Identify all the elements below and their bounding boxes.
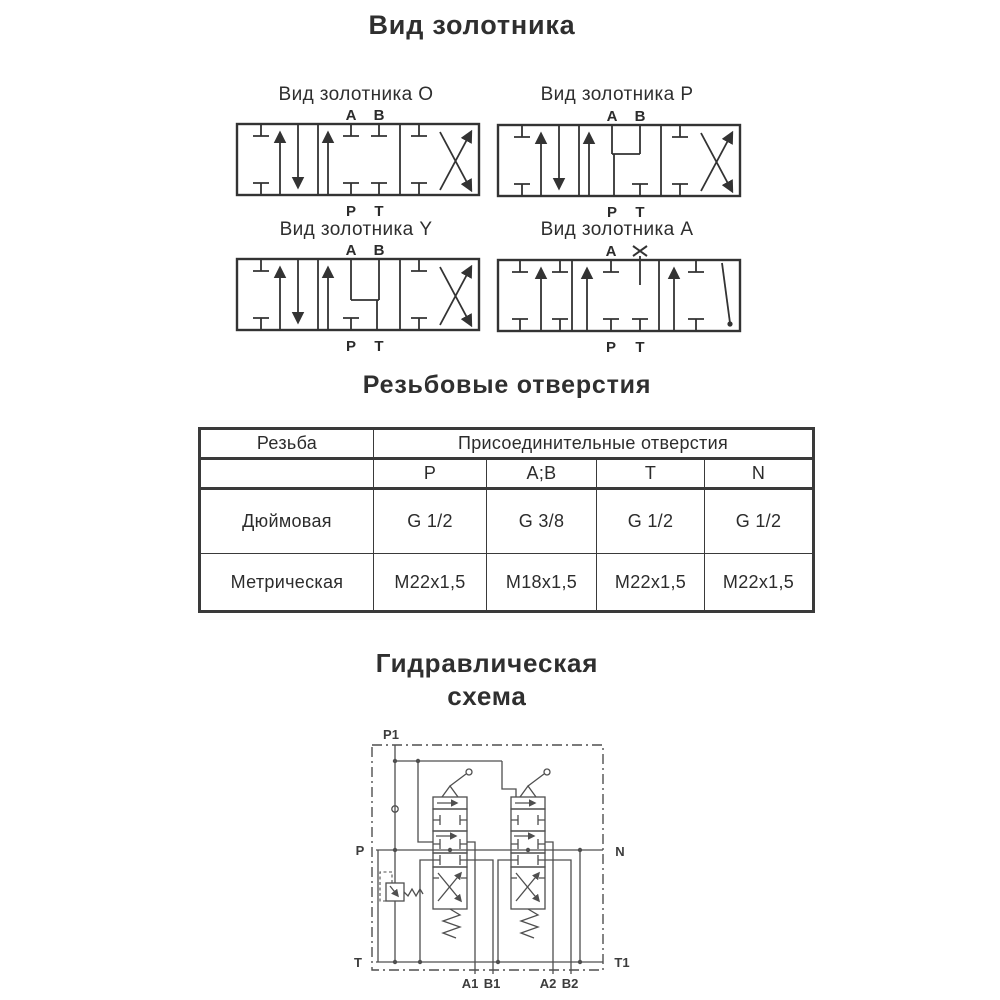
port-label-t: T: [635, 204, 645, 220]
schema-port-t: T: [354, 955, 362, 970]
relief-valve: [380, 850, 423, 962]
table-subheader-t: T: [597, 459, 705, 489]
spool-diagram-p: [494, 108, 744, 220]
schema-port-n: N: [615, 844, 625, 859]
port-label-p: P: [606, 204, 618, 220]
port-label-a: A: [605, 243, 617, 260]
thread-table-title: Резьбовые отверстия: [362, 371, 652, 399]
hydraulic-schema-diagram: [330, 710, 680, 1000]
valve-section: [433, 769, 472, 938]
table-cell: М22х1,5: [705, 554, 814, 612]
table-row: [200, 489, 814, 554]
schema-port-b1: B1: [483, 976, 501, 991]
schema-port-t1: T1: [614, 955, 630, 970]
spool-y-label: Вид золотника Y: [279, 219, 433, 240]
schema-title-line2: схема: [447, 681, 527, 711]
lever-icon: [442, 769, 472, 797]
schema-port-a1: A1: [461, 976, 479, 991]
table-cell: М18х1,5: [487, 554, 597, 612]
table-cell: G 3/8: [487, 489, 597, 554]
table-cell: G 1/2: [597, 489, 705, 554]
table-cell: М22х1,5: [374, 554, 487, 612]
spring-icon: [443, 909, 460, 938]
schema-title-line1: Гидравлическая: [375, 648, 599, 678]
port-label-b: B: [634, 108, 646, 125]
port-label-p: P: [345, 338, 357, 354]
thread-table: [198, 427, 815, 613]
spool-p-label: Вид золотника Р: [540, 84, 694, 105]
table-cell: М22х1,5: [597, 554, 705, 612]
port-label-a: A: [345, 242, 357, 259]
port-label-p: P: [345, 203, 357, 219]
schema-port-p1: P1: [383, 727, 399, 742]
table-subheader-n: N: [705, 459, 814, 489]
spool-o-label: Вид золотника О: [278, 84, 434, 105]
port-label-a: A: [345, 107, 357, 124]
table-subheader-p: P: [374, 459, 487, 489]
spool-diagram-a: [494, 243, 744, 355]
spool-a-label: Вид золотника А: [540, 219, 694, 240]
table-cell: G 1/2: [374, 489, 487, 554]
schema-port-p: P: [355, 843, 365, 858]
schema-port-b2: B2: [561, 976, 579, 991]
port-label-t: T: [635, 339, 645, 355]
table-subheader-ab: A;B: [487, 459, 597, 489]
port-label-t: T: [374, 203, 384, 219]
port-label-p: P: [605, 339, 617, 355]
schema-title: [337, 647, 637, 713]
port-label-a: A: [606, 108, 618, 125]
table-header-thread: Резьба: [200, 429, 374, 459]
row-label-inch: Дюймовая: [200, 489, 374, 554]
page-title: Вид золотника: [368, 10, 576, 40]
schema-port-a2: A2: [539, 976, 557, 991]
valve-body-boundary: [372, 745, 603, 970]
port-label-b: B: [373, 242, 385, 259]
spool-diagram-y: [233, 242, 483, 354]
table-cell: G 1/2: [705, 489, 814, 554]
table-header-empty: [200, 459, 374, 489]
table-row: [200, 554, 814, 612]
spool-diagram-o: [233, 107, 483, 219]
plugged-port-icon: [633, 246, 647, 285]
row-label-metric: Метрическая: [200, 554, 374, 612]
port-label-t: T: [374, 338, 384, 354]
table-header-connection-holes: Присоединительные отверстия: [374, 429, 814, 459]
port-label-b: B: [373, 107, 385, 124]
